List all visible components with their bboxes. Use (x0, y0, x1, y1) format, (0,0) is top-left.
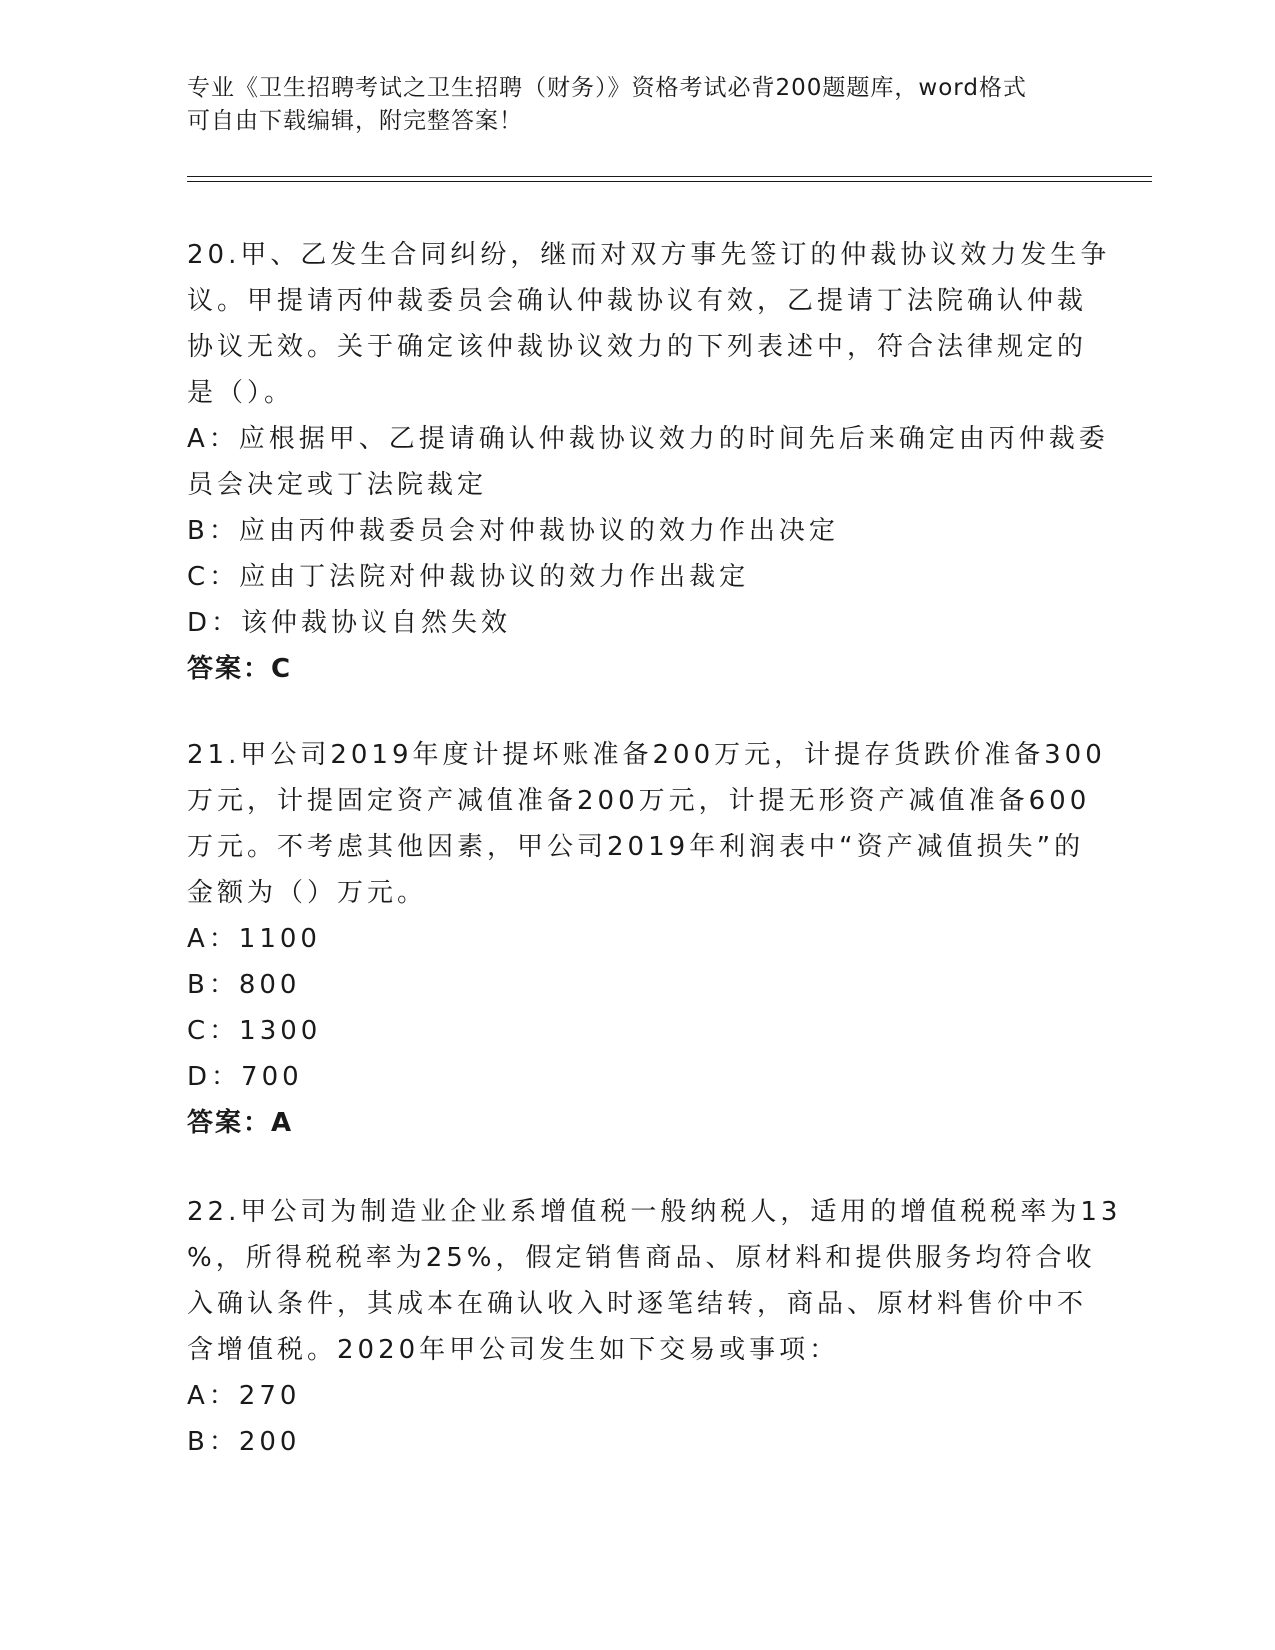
answer-line: 答案：C (187, 654, 293, 684)
question-20 (187, 232, 1111, 692)
option-a-line: A：应根据甲、乙提请确认仲裁协议效力的时间先后来确定由丙仲裁委 (187, 424, 1109, 454)
question-stem-line: 21.甲公司2019年度计提坏账准备200万元，计提存货跌价准备300 (187, 740, 1106, 770)
option-a-continuation: 员会决定或丁法院裁定 (187, 470, 488, 500)
option-c: C：1300 (187, 1016, 322, 1046)
option-d: D：该仲裁协议自然失效 (187, 608, 512, 638)
option-b: B：应由丙仲裁委员会对仲裁协议的效力作出决定 (187, 516, 839, 546)
question-stem-line: %，所得税税率为25%，假定销售商品、原材料和提供服务均符合收 (187, 1243, 1096, 1273)
document-header (187, 72, 1087, 138)
question-stem-line: 入确认条件，其成本在确认收入时逐笔结转，商品、原材料售价中不 (187, 1289, 1088, 1319)
header-double-rule (187, 176, 1152, 182)
option-a: A：270 (187, 1381, 301, 1411)
question-stem-line: 含增值税。2020年甲公司发生如下交易或事项： (187, 1335, 840, 1365)
header-title-line-2: 可自由下载编辑，附完整答案！ (187, 108, 523, 134)
question-stem-line: 万元。不考虑其他因素，甲公司2019年利润表中“资产减值损失”的 (187, 832, 1085, 862)
question-stem-line: 议。甲提请丙仲裁委员会确认仲裁协议有效，乙提请丁法院确认仲裁 (187, 286, 1088, 316)
option-b: B：200 (187, 1427, 301, 1457)
question-stem-line: 是（）。 (187, 378, 295, 408)
question-22 (187, 1189, 1122, 1465)
option-a: A：1100 (187, 924, 321, 954)
question-stem-line: 20.甲、乙发生合同纠纷，继而对双方事先签订的仲裁协议效力发生争 (187, 240, 1111, 270)
answer-line: 答案：A (187, 1108, 294, 1138)
question-stem-line: 22.甲公司为制造业企业系增值税一般纳税人，适用的增值税税率为13 (187, 1197, 1122, 1227)
question-stem-line: 协议无效。关于确定该仲裁协议效力的下列表述中，符合法律规定的 (187, 332, 1088, 362)
header-title-line-1: 专业《卫生招聘考试之卫生招聘（财务）》资格考试必背200题题库，word格式 (187, 75, 1027, 101)
question-stem-line: 金额为（）万元。 (187, 878, 428, 908)
option-c: C：应由丁法院对仲裁协议的效力作出裁定 (187, 562, 750, 592)
option-d: D：700 (187, 1062, 303, 1092)
question-21 (187, 732, 1106, 1146)
option-b: B：800 (187, 970, 301, 1000)
question-stem-line: 万元，计提固定资产减值准备200万元，计提无形资产减值准备600 (187, 786, 1091, 816)
